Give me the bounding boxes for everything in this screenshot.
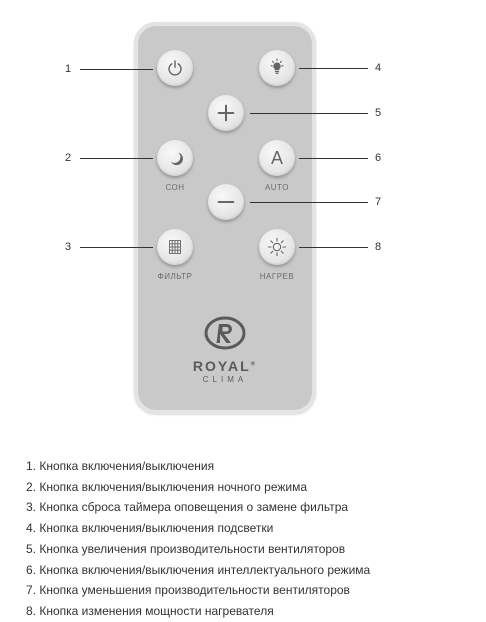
- plus-icon: [215, 102, 237, 124]
- heater-label: НАГРЕВ: [237, 272, 317, 281]
- backlight-button[interactable]: [259, 50, 295, 86]
- callout-line-4: [299, 68, 368, 69]
- callout-line-7: [250, 202, 368, 203]
- brand-subtitle: CLIMA: [165, 375, 285, 384]
- legend-item: 2. Кнопка включения/выключения ночного режима: [26, 477, 370, 498]
- legend-item: 6. Кнопка включения/выключения интеллектуального режима: [26, 560, 370, 581]
- minus-icon: [215, 191, 237, 213]
- legend-item: 8. Кнопка изменения мощности нагревателя: [26, 601, 370, 622]
- fan-increase-button[interactable]: [208, 95, 244, 131]
- moon-icon: [164, 147, 186, 169]
- callout-number-4: 4: [375, 62, 381, 74]
- letter-a-icon: A: [271, 148, 283, 169]
- callout-number-5: 5: [375, 107, 381, 119]
- callout-number-3: 3: [65, 241, 71, 253]
- auto-mode-label: AUTO: [237, 183, 317, 192]
- callout-line-3: [80, 247, 153, 248]
- night-mode-label: СОН: [135, 183, 215, 192]
- legend-item: 4. Кнопка включения/выключения подсветки: [26, 518, 370, 539]
- bulb-icon: [266, 57, 288, 79]
- button-legend: [26, 456, 370, 622]
- callout-line-1: [80, 69, 153, 70]
- callout-number-8: 8: [375, 241, 381, 253]
- sun-icon: [266, 236, 288, 258]
- callout-number-6: 6: [375, 152, 381, 164]
- callout-number-2: 2: [65, 152, 71, 164]
- heater-power-button[interactable]: [259, 229, 295, 265]
- callout-number-1: 1: [65, 63, 71, 75]
- filter-grid-icon: [164, 236, 186, 258]
- callout-number-7: 7: [375, 196, 381, 208]
- filter-reset-button[interactable]: [157, 229, 193, 265]
- legend-item: 3. Кнопка сброса таймера оповещения о замене фильтра: [26, 497, 370, 518]
- royal-clima-logo: [202, 313, 248, 353]
- filter-label: ФИЛЬТР: [135, 272, 215, 281]
- legend-item: 5. Кнопка увеличения производительности вентиляторов: [26, 539, 370, 560]
- power-icon: [164, 57, 186, 79]
- callout-line-2: [80, 158, 153, 159]
- legend-item: 1. Кнопка включения/выключения: [26, 456, 370, 477]
- callout-line-5: [250, 113, 368, 114]
- legend-item: 7. Кнопка уменьшения производительности вентиляторов: [26, 580, 370, 601]
- auto-mode-button[interactable]: [259, 140, 295, 176]
- night-mode-button[interactable]: [157, 140, 193, 176]
- callout-line-6: [299, 158, 368, 159]
- fan-decrease-button[interactable]: [208, 184, 244, 220]
- power-button[interactable]: [157, 50, 193, 86]
- callout-line-8: [299, 247, 368, 248]
- brand-name: ROYAL®: [165, 358, 285, 374]
